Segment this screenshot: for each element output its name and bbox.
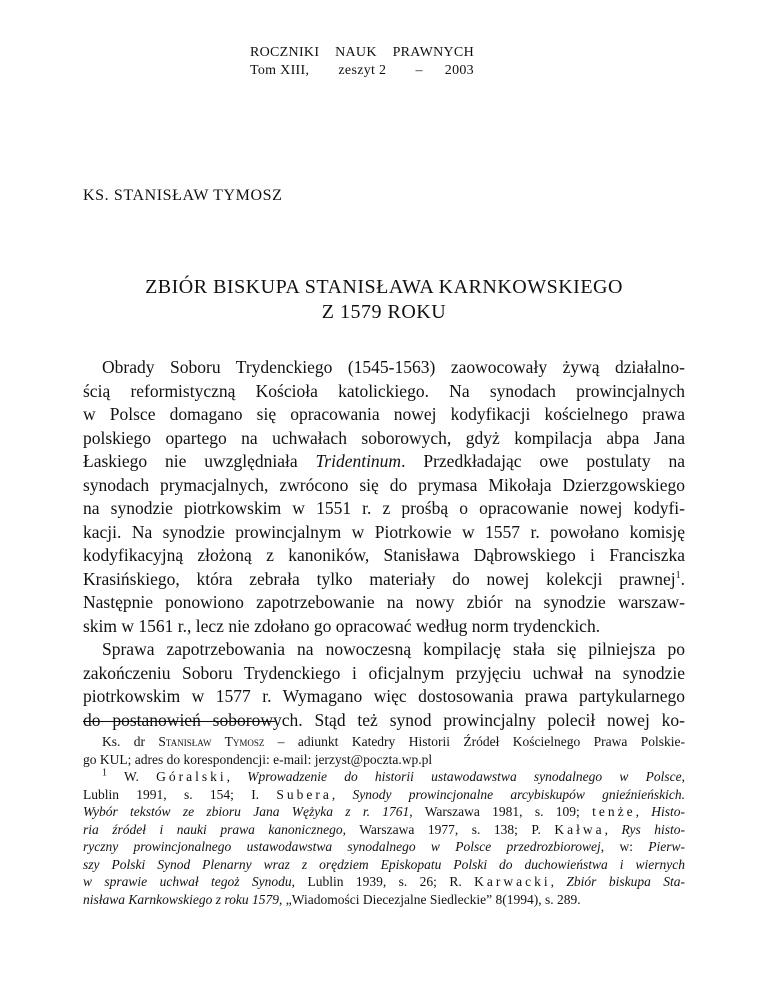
- author-name: KS. STANISŁAW TYMOSZ: [83, 187, 283, 204]
- title-line-2: Z 1579 ROKU: [321, 301, 447, 323]
- footnote-1-line: w sprawie uchwał tegoż Synodu, Lublin 1939, s. 26; R. Karwacki, Zbiór biskupa Sta-: [83, 874, 686, 889]
- journal-name: ROCZNIKI NAUK PRAWNYCH: [250, 45, 474, 60]
- body-line: synodach prymacjalnych, zwrócono się do prymasa Mikołaja Dzierzgowskiego: [83, 474, 685, 495]
- footnote-1-line: ria źródeł i nauki prawa kanonicznego, Warszawa 1977, s. 138; P. Kałwa, Rys histo-: [83, 821, 686, 837]
- body-line: kacji. Na synodzie prowincjalnym w Piotrkowie w 1557 r. powołano komisję: [83, 521, 685, 542]
- author-footnote: Ks. dr Stanisław Tymosz – adiunkt Katedry Historii Źródeł Kościelnego Prawa Polskie-: [102, 734, 685, 749]
- footnote-1: $^1$ W. Góralski, Wprowadzenie do historii ustawodawstwa synodalnego w Polsce,: [102, 767, 685, 784]
- body-line: Następnie ponowiono zapotrzebowanie na nowy zbiór na synodzie warszaw-: [83, 592, 685, 612]
- body-line: polskiego opartego na uchwałach soborowych, gdyż kompilacja abpa Jana: [83, 427, 685, 448]
- footnote-1-line: nisława Karnkowskiego z roku 1579, „Wiadomości Diecezjalne Siedleckie” 8(1994), s. 289.: [83, 891, 581, 907]
- journal-header: [250, 44, 474, 80]
- body-line: Sprawa zapotrzebowania na nowoczesną kompilację stała się pilniejsza po: [102, 639, 685, 659]
- body-line: skim w 1561 r., lecz nie zdołano go opracować według norm trydenckich.: [83, 615, 601, 636]
- body-line: w Polsce domagano się opracowania nowej kodyfikacji kościelnego prawa: [83, 404, 685, 424]
- body-line: zakończeniu Soboru Trydenckiego i oficjalnym przyjęciu uchwał na synodzie: [83, 662, 685, 683]
- body-line: Krasińskiego, która zebrała tylko materiały do nowej kolekcji prawnej$^1$.: [83, 568, 685, 589]
- footnote-ref-1: 1: [675, 569, 681, 581]
- body-line: do postanowień soborowych. Stąd też synod prowincjalny polecił nowej ko-: [83, 709, 685, 730]
- footnote-1-line: Lublin 1991, s. 154; I. Subera, Synody prowincjonalne arcybiskupów gnieźnieńskich.: [83, 786, 685, 802]
- footnote-1-line: Wybór tekstów ze zbioru Jana Wężyka z r. 1761, Warszawa 1981, s. 109; tenże, Histo-: [83, 804, 686, 819]
- footnote-1-line: ryczny prowincjonalnego ustawodawstwa synodalnego w Polsce przedrozbiorowej, w: Pierw-: [83, 839, 686, 854]
- body-text: [83, 356, 685, 732]
- footnote-separator: [83, 721, 275, 722]
- body-line: piotrkowskim w 1577 r. Wymagano więc dostosowania prawa partykularnego: [83, 686, 685, 706]
- article-title: [0, 275, 768, 325]
- body-line: kodyfikacyjną złożoną z kanoników, Stanisława Dąbrowskiego i Franciszka: [83, 545, 685, 565]
- title-line-1: ZBIÓR BISKUPA STANISŁAWA KARNKOWSKIEGO: [145, 276, 623, 298]
- author-footnote-cont: go KUL; adres do korespondencji: e-mail: jerzyst@poczta.wp.pl: [83, 751, 433, 767]
- journal-issue: Tom XIII, zeszyt 2 – 2003: [250, 63, 474, 78]
- body-line: Łaskiego nie uwzględniała Tridentinum. Przedkładając owe postulaty na: [83, 451, 685, 471]
- footnotes: [83, 733, 685, 908]
- body-line: Obrady Soboru Trydenckiego (1545-1563) zaowocowały żywą działalno-: [102, 357, 685, 377]
- footnote-1-line: szy Polski Synod Plenarny wraz z orędziem Episkopatu Polski do duchowieństwa i wiernych: [83, 856, 685, 872]
- body-line: na synodzie piotrkowskim w 1551 r. z prośbą o opracowanie nowej kodyfi-: [83, 498, 685, 518]
- body-line: ścią reformistyczną Kościoła katolickiego. Na synodach prowincjalnych: [83, 380, 685, 401]
